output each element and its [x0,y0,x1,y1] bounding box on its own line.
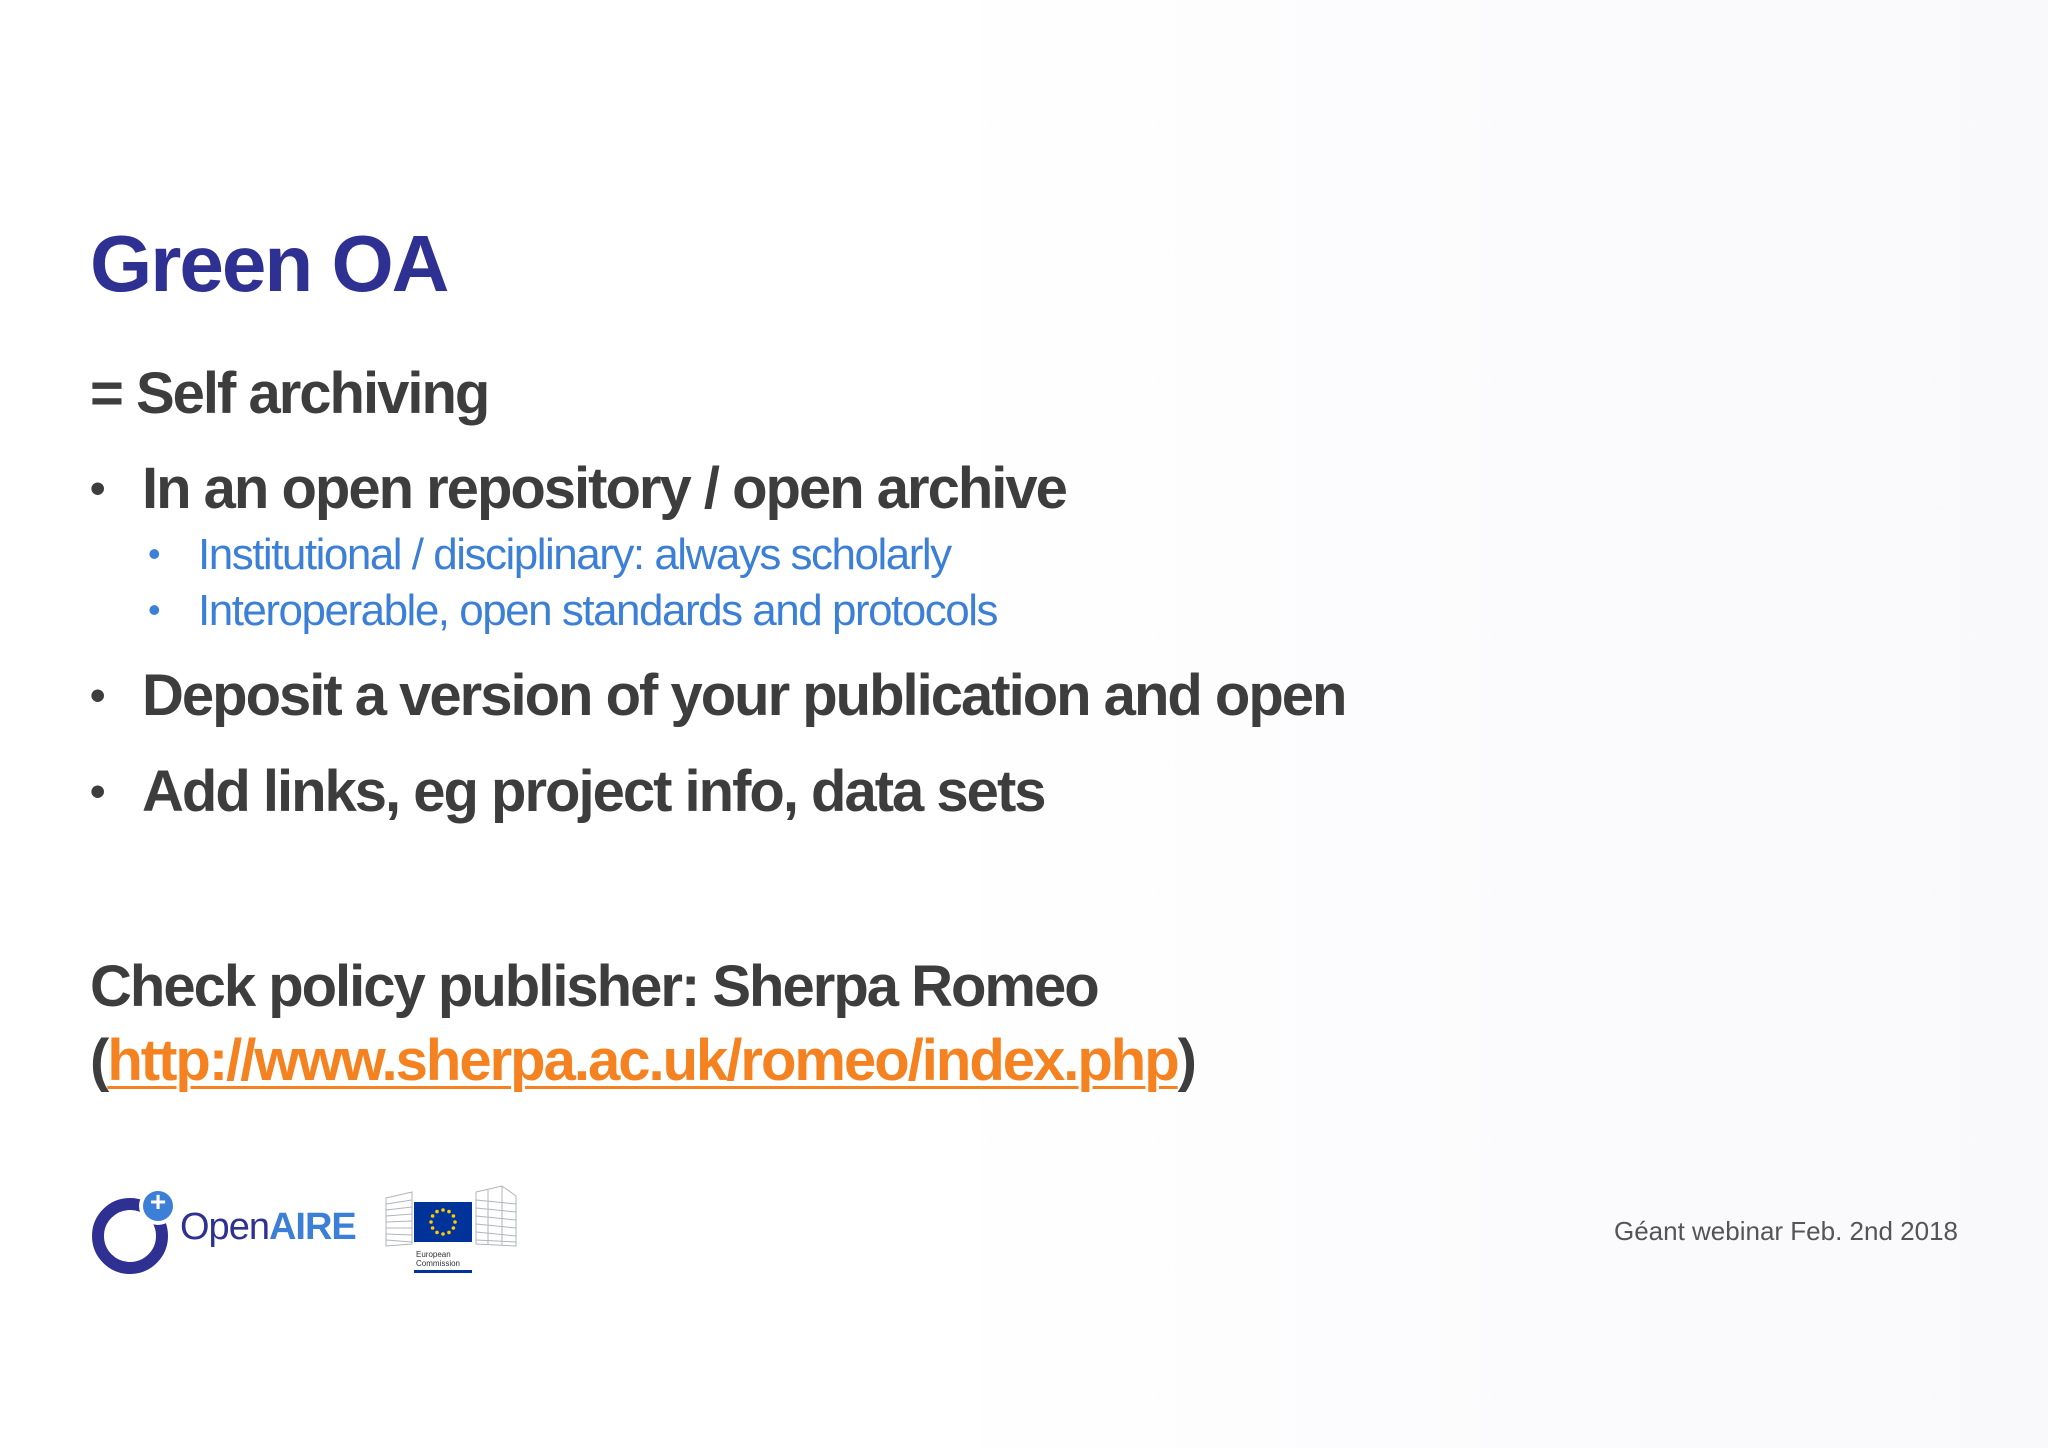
slide-title: Green OA [90,219,448,308]
bullet-marker: • [148,533,160,575]
policy-check-block [90,950,1195,1098]
footer-note: Géant webinar Feb. 2nd 2018 [1613,1216,1958,1246]
sub-bullet-interoperable [148,586,997,636]
european-commission-logo [384,1182,519,1278]
policy-check-heading: Check policy publisher: Sherpa Romeo [90,954,1098,1019]
bullet-marker: • [90,670,104,720]
sherpa-romeo-link[interactable]: http://www.sherpa.ac.uk/romeo/index.php [107,1028,1178,1093]
openaire-logo [88,1182,363,1278]
ec-caption: European Commission [416,1250,461,1268]
bullet-item-repository [90,455,1066,522]
bullet-marker: • [148,589,160,631]
sub-bullet-text: Institutional / disciplinary: always scholarly [198,530,951,579]
sub-bullet-institutional [148,530,951,580]
slide-subtitle: = Self archiving [90,361,489,426]
openaire-wordmark: OpenAIRE [180,1206,356,1248]
sub-bullet-text: Interoperable, open standards and protocols [198,586,997,635]
bullet-text: In an open repository / open archive [142,456,1066,521]
open-paren: ( [90,1028,108,1093]
bullet-marker: • [90,766,104,816]
bullet-item-deposit [90,662,1345,729]
bullet-marker: • [90,463,104,513]
close-paren: ) [1177,1028,1195,1093]
plus-icon: + [149,1186,167,1217]
bullet-text: Deposit a version of your publication and open [142,663,1346,728]
bullet-text: Add links, eg project info, data sets [142,759,1045,824]
bullet-item-links [90,758,1045,825]
policy-check-link-line [90,1024,1195,1098]
